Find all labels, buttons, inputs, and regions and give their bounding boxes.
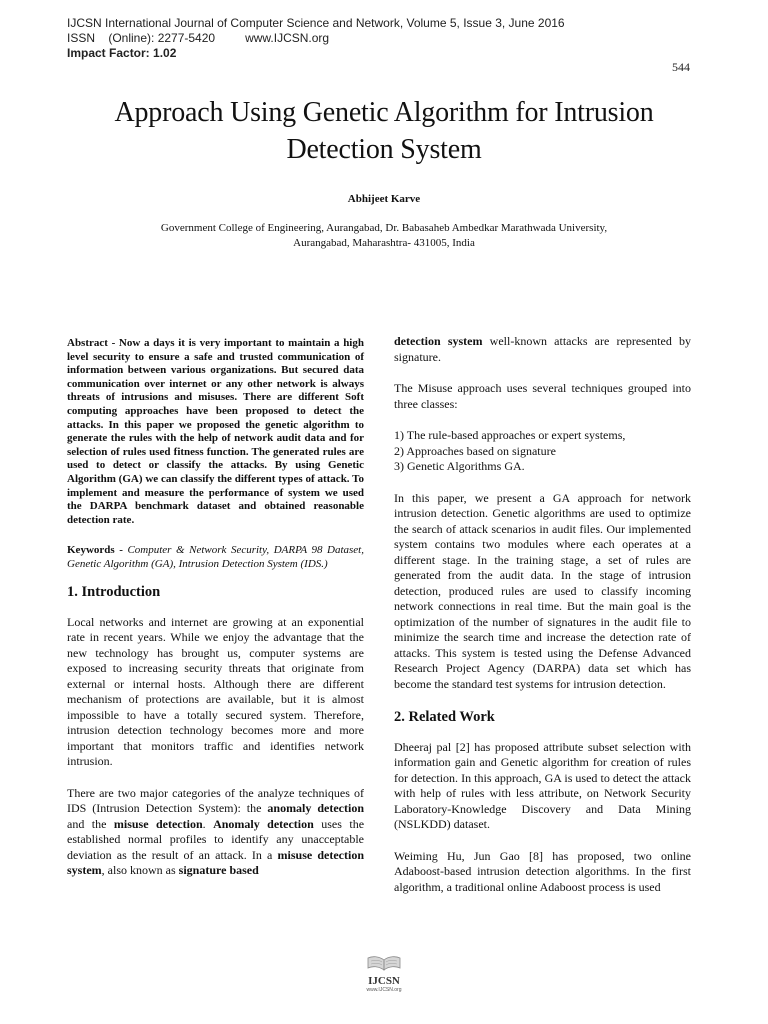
right-column: [394, 334, 691, 895]
intro-paragraph-2: [67, 786, 364, 879]
intro-p2-text-c: and the: [67, 816, 114, 831]
author-name: Abhijeet Karve: [347, 193, 421, 205]
intro-p2-text-f: , also known as: [101, 863, 179, 878]
journal-logo: [344, 953, 424, 1013]
list-item: 1) The rule-based approaches or expert systems,: [394, 428, 626, 442]
keywords: [67, 543, 364, 571]
term-misuse-detection-system: misuse detection system: [67, 847, 364, 878]
impact-factor: Impact Factor: 1.02: [67, 46, 177, 60]
author-affiliation: [100, 221, 668, 251]
section-heading-introduction: 1. Introduction: [67, 584, 161, 601]
page-number: 544: [672, 60, 690, 74]
keywords-text: Computer & Network Security, DARPA 98 Dataset, Genetic Algorithm (GA), Intrusion Detection System (IDS.): [67, 544, 364, 571]
open-book-icon: [366, 953, 402, 973]
journal-issn-line: ISSN (Online): 2277-5420 www.IJCSN.org: [67, 31, 330, 45]
term-signature-based: signature based: [178, 863, 259, 878]
list-item: 3) Genetic Algorithms GA.: [394, 459, 525, 473]
intro-paragraph-1: Local networks and internet are growing at an exponential rate in recent years. While we enjoy the advantage that the new technology has brought us, computer systems are exposed to increasing security threats that originate from external or internal hosts. Although there are different mechanism of protections are available, but it is almost impossible to have a totally secured system. Therefore, intrusion detection technology becomes more and more important that monitors traffic and identifies network intrusion.: [67, 614, 364, 769]
journal-title-line: IJCSN International Journal of Computer Science and Network, Volume 5, Issue 3, June 2016: [67, 16, 565, 30]
term-misuse-detection: misuse detection: [113, 816, 203, 831]
logo-url: www.IJCSN.org: [366, 987, 402, 993]
right-paragraph-3: In this paper, we present a GA approach for network intrusion detection. Genetic algorithms are used to optimize the search of attack scenarios in audit files. Our implemented system contains two modules where each operates at a different stage. In the training stage, a set of rules are generated from the audit data. In the stage of intrusion detection, produced rules are used to classify incoming network connections in real time. But the main goal is the optimization of the number of signatures in the audit file to minimize the search time and increase the detection rate of attacks. This system is tested using the Defense Advanced Research Project Agency (DARPA) data set which has become the standard test systems for intrusion detection.: [394, 490, 691, 691]
intro-p2-text-e: uses the established normal profiles to identify any unacceptable deviation as the result of an attack. In a: [67, 816, 365, 862]
paper-title-line-2: Detection System: [286, 134, 482, 165]
technique-list: [394, 428, 691, 475]
abstract-label: Abstract -: [67, 337, 116, 349]
left-column: [67, 334, 364, 879]
list-item: 2) Approaches based on signature: [394, 443, 556, 458]
abstract: [67, 337, 364, 527]
section-heading-related-work: 2. Related Work: [394, 709, 495, 725]
term-detection-system: detection system: [394, 334, 483, 348]
paper-title: [60, 94, 708, 168]
keywords-label: Keywords -: [67, 544, 123, 557]
abstract-text: Now a days it is very important to maintain a high level security to ensure a safe and trusted communication of information between various organizations. But secured data communication over internet or any other network is always threats of intrusions and misuses. There are different Soft computing approaches have been proposed to detect the attacks. In this paper we proposed the genetic algorithm to generate the rules with the help of network audit data and for selection of rules used fitness function. The generated rules are used to detect or classify the attacks. By using Genetic Algorithm (GA) we can classify the different types of attack. To implement and measure the performance of system we used the DARPA benchmark dataset and obtained reasonable detection rate.: [67, 337, 364, 526]
right-p1-text: well-known attacks are represented by signature.: [394, 334, 691, 364]
affiliation-line-1: Government College of Engineering, Aurangabad, Dr. Babasaheb Ambedkar Marathwada University,: [160, 222, 608, 234]
logo-text: IJCSN: [368, 975, 400, 987]
right-paragraph-1: [394, 334, 691, 365]
related-paragraph-1: Dheeraj pal [2] has proposed attribute subset selection with information gain and Genetic algorithm for creation of rules for detection. In this approach, GA is used to detect the attack with help of rules with less attribute, on Network Security Laboratory-Knowledge Discovery and Data Mining (NSLKDD) dataset.: [394, 739, 691, 831]
paper-title-line-1: Approach Using Genetic Algorithm for Intrusion: [114, 97, 654, 128]
term-anomaly-detection-2: Anomaly detection: [213, 816, 314, 831]
term-anomaly-detection: anomaly detection: [267, 801, 364, 816]
intro-p2-text-d: .: [202, 816, 214, 831]
affiliation-line-2: Aurangabad, Maharashtra- 431005, India: [293, 237, 475, 249]
right-paragraph-2: The Misuse approach uses several techniques grouped into three classes:: [394, 381, 691, 411]
intro-p2-text-a: There are two major categories of the analyze techniques of IDS (Intrusion Detection System): the: [67, 785, 364, 816]
related-paragraph-2: Weiming Hu, Jun Gao [8] has proposed, two online Adaboost-based intrusion detection algorithms. In the first algorithm, a traditional online Adaboost process is used: [394, 848, 691, 894]
journal-header: [67, 16, 565, 61]
